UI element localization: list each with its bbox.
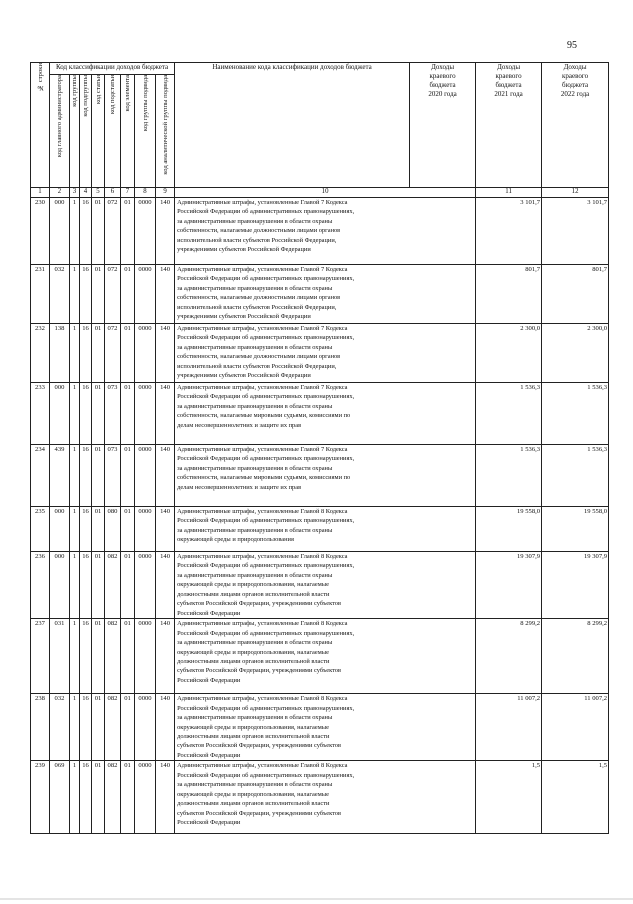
name-column-header: Наименование кода классификации доходов бюджета: [175, 63, 410, 188]
code-cell: 0000: [135, 761, 156, 834]
name-line: Российской Федерации об административных правонарушениях,: [177, 629, 355, 637]
code-cell: 01: [92, 552, 105, 619]
value-cell-2021: 1 536,3: [542, 445, 609, 507]
code-cell: 072: [105, 198, 121, 265]
row-number-cell: 230: [31, 198, 50, 265]
code-cell: 16: [80, 198, 92, 265]
code-cell: 072: [105, 324, 121, 383]
name-line: Административные штрафы, установленные Главой 8 Кодекса: [177, 508, 348, 515]
column-number-cell: 4: [80, 188, 92, 198]
name-line: Российской Федерации об административных правонарушениях,: [177, 275, 355, 283]
code-cell: 1: [70, 694, 80, 761]
row-number-header: № строки: [31, 63, 50, 188]
code-cell: 140: [156, 619, 175, 694]
name-cell: [175, 383, 476, 445]
value-cell-2021: 1,5: [542, 761, 609, 834]
name-cell: [175, 552, 476, 619]
code-cell: 16: [80, 694, 92, 761]
code-cell: 0000: [135, 383, 156, 445]
name-line: за административные правонарушения в области охраны: [177, 714, 333, 722]
code-cell: 1: [70, 383, 80, 445]
value-cell-2020: 1,5: [476, 761, 542, 834]
code-cell: 01: [121, 383, 135, 445]
value-cell-2020: 1 536,3: [476, 445, 542, 507]
name-line: Российской Федерации об административных правонарушениях,: [177, 704, 355, 712]
code-cell: 032: [50, 265, 70, 324]
value-cell-2021: 11 007,2: [542, 694, 609, 761]
code-cell: 140: [156, 383, 175, 445]
column-number-cell: 9: [156, 188, 175, 198]
value-cell-2021: 3 101,7: [542, 198, 609, 265]
code-cell: 082: [105, 619, 121, 694]
code-cell: 16: [80, 619, 92, 694]
code-cell: 0000: [135, 198, 156, 265]
name-line: за административные правонарушения в области охраны: [177, 343, 333, 351]
code-cell: 01: [121, 198, 135, 265]
code-cell: 01: [121, 694, 135, 761]
value-cell-2020: 8 299,2: [476, 619, 542, 694]
value-cell-2021: 1 536,3: [542, 383, 609, 445]
name-line: должностными лицами органов исполнительной власти: [177, 732, 330, 740]
name-line: Российской Федерации: [177, 676, 241, 684]
name-line: Административные штрафы, установленные Главой 8 Кодекса: [177, 762, 348, 770]
code-cell: 082: [105, 694, 121, 761]
code-cell: 140: [156, 507, 175, 552]
name-line: окружающей среды и природопользования, налагаемые: [177, 648, 329, 656]
name-cell: [175, 324, 476, 383]
value-cell-2020: 3 101,7: [476, 198, 542, 265]
code-cell: 16: [80, 761, 92, 834]
code-cell: 1: [70, 265, 80, 324]
column-number-row: [31, 188, 609, 198]
name-line: исполнительной власти субъектов Российской Федерации,: [177, 362, 337, 370]
bottom-divider: [0, 898, 633, 900]
code-cell: 000: [50, 383, 70, 445]
code-cell: 01: [121, 445, 135, 507]
code-cell: 01: [92, 619, 105, 694]
code-article-header: код статьи: [92, 75, 105, 188]
row-number-cell: 236: [31, 552, 50, 619]
name-line: собственности, налагаемые должностными лицами органов: [177, 294, 341, 302]
name-line: за административные правонарушения в области охраны: [177, 217, 333, 225]
code-subgroup-header: код подгруппы: [80, 75, 92, 188]
name-line: Административные штрафы, установленные Главой 7 Кодекса: [177, 446, 348, 453]
row-number-cell: 234: [31, 445, 50, 507]
column-number-cell: 2: [50, 188, 70, 198]
name-line: за административные правонарушения в области охраны: [177, 571, 333, 579]
name-line: окружающей среды и природопользования, налагаемые: [177, 723, 329, 731]
year-2021-header: Доходы краевого бюджета 2021 года: [476, 63, 542, 188]
code-cell: 1: [70, 198, 80, 265]
name-line: собственности, налагаемые мировыми судьями, комиссиями по: [177, 412, 351, 420]
code-cell: 1: [70, 761, 80, 834]
name-line: Административные штрафы, установленные Главой 7 Кодекса: [177, 325, 348, 332]
code-cell: 140: [156, 552, 175, 619]
code-cell: 0000: [135, 619, 156, 694]
name-line: окружающей среды и природопользования, налагаемые: [177, 790, 329, 798]
code-cell: 16: [80, 445, 92, 507]
code-cell: 082: [105, 552, 121, 619]
name-line: за административные правонарушения в области охраны: [177, 284, 333, 292]
name-line: субъектов Российской Федерации, учреждениями субъектов: [177, 667, 342, 675]
name-line: Российской Федерации: [177, 609, 241, 617]
code-cell: 1: [70, 507, 80, 552]
code-cell: 0000: [135, 445, 156, 507]
code-cell: 140: [156, 324, 175, 383]
code-cell: 1: [70, 324, 80, 383]
value-cell-2021: 8 299,2: [542, 619, 609, 694]
table-row: [31, 694, 609, 761]
name-line: за административные правонарушения в области охраны: [177, 781, 333, 789]
value-cell-2021: 2 300,0: [542, 324, 609, 383]
code-cell: 439: [50, 445, 70, 507]
code-cell: 000: [50, 198, 70, 265]
code-cell: 000: [50, 507, 70, 552]
name-line: за административные правонарушения в области охраны: [177, 526, 333, 534]
code-cell: 000: [50, 552, 70, 619]
row-number-cell: 239: [31, 761, 50, 834]
column-number-cell: 6: [105, 188, 121, 198]
name-line: делам несовершеннолетних и защите их прав: [177, 483, 302, 491]
name-line: за административные правонарушения в области охраны: [177, 639, 333, 647]
code-cell: 140: [156, 761, 175, 834]
code-group-header: код группы: [70, 75, 80, 188]
code-cell: 0000: [135, 265, 156, 324]
value-cell-2020: 19 558,0: [476, 507, 542, 552]
classification-group-header: Код классификации доходов бюджета: [50, 63, 175, 75]
code-cell: 0000: [135, 552, 156, 619]
name-line: должностными лицами органов исполнительной власти: [177, 800, 330, 808]
column-number-cell: 1: [31, 188, 50, 198]
name-cell: [175, 445, 476, 507]
code-cell: 140: [156, 694, 175, 761]
name-line: Российской Федерации: [177, 751, 241, 759]
value-cell-2020: 801,7: [476, 265, 542, 324]
name-line: должностными лицами органов исполнительной власти: [177, 657, 330, 665]
name-cell: [175, 507, 476, 552]
value-cell-2020: 19 307,9: [476, 552, 542, 619]
code-cell: 16: [80, 383, 92, 445]
table-row: [31, 507, 609, 552]
name-line: Российской Федерации об административных правонарушениях,: [177, 334, 355, 342]
code-cell: 16: [80, 324, 92, 383]
table-row: [31, 445, 609, 507]
table-row: [31, 324, 609, 383]
name-line: окружающей среды и природопользования, налагаемые: [177, 581, 329, 589]
code-cell: 080: [105, 507, 121, 552]
column-number-cell: 11: [476, 188, 542, 198]
code-cell: 01: [92, 694, 105, 761]
code-cell: 073: [105, 383, 121, 445]
code-cell: 01: [92, 761, 105, 834]
name-line: субъектов Российской Федерации, учреждениями субъектов: [177, 600, 342, 608]
code-cell: 01: [121, 324, 135, 383]
row-number-cell: 238: [31, 694, 50, 761]
table-row: [31, 619, 609, 694]
name-line: исполнительной власти субъектов Российской Федерации,: [177, 303, 337, 311]
year-2022-header: Доходы краевого бюджета 2022 года: [542, 63, 609, 188]
name-line: Российской Федерации об административных правонарушениях,: [177, 208, 355, 216]
code-cell: 073: [105, 445, 121, 507]
name-line: Российской Федерации об административных правонарушениях,: [177, 771, 355, 779]
code-cell: 01: [121, 619, 135, 694]
code-cell: 16: [80, 507, 92, 552]
code-cell: 069: [50, 761, 70, 834]
code-cell: 01: [121, 552, 135, 619]
code-cell: 01: [92, 383, 105, 445]
code-cell: 01: [92, 445, 105, 507]
column-number-cell: 10: [175, 188, 476, 198]
code-element-header: код элемента: [121, 75, 135, 188]
name-cell: [175, 761, 476, 834]
table-row: [31, 552, 609, 619]
name-line: за административные правонарушения в области охраны: [177, 402, 333, 410]
code-cell: 01: [92, 324, 105, 383]
code-cell: 0000: [135, 324, 156, 383]
value-cell-2020: 1 536,3: [476, 383, 542, 445]
name-line: Административные штрафы, установленные Главой 8 Кодекса: [177, 695, 348, 703]
code-cell: 072: [105, 265, 121, 324]
name-line: Административные штрафы, установленные Главой 7 Кодекса: [177, 266, 348, 273]
value-cell-2020: 11 007,2: [476, 694, 542, 761]
table-row: [31, 198, 609, 265]
name-cell: [175, 694, 476, 761]
page-number: 95: [567, 40, 577, 51]
name-line: Административные штрафы, установленные Главой 7 Кодекса: [177, 199, 348, 206]
value-cell-2021: 801,7: [542, 265, 609, 324]
name-line: Административные штрафы, установленные Главой 8 Кодекса: [177, 620, 348, 628]
column-number-cell: 12: [542, 188, 609, 198]
name-cell: [175, 265, 476, 324]
code-cell: 140: [156, 445, 175, 507]
code-cell: 031: [50, 619, 70, 694]
name-line: исполнительной власти субъектов Российской Федерации,: [177, 236, 337, 244]
value-cell-2021: 19 307,9: [542, 552, 609, 619]
row-number-cell: 235: [31, 507, 50, 552]
code-subtype-group-header: код группы подвида: [135, 75, 156, 188]
name-line: собственности, налагаемые должностными лицами органов: [177, 227, 341, 235]
name-line: окружающей среды и природопользования: [177, 536, 294, 544]
name-line: делам несовершеннолетних и защите их прав: [177, 421, 302, 429]
row-number-cell: 232: [31, 324, 50, 383]
table-row: [31, 383, 609, 445]
name-line: Российской Федерации об административных правонарушениях,: [177, 455, 355, 463]
value-cell-2020: 2 300,0: [476, 324, 542, 383]
code-cell: 140: [156, 265, 175, 324]
name-line: Российской Федерации об административных правонарушениях,: [177, 517, 355, 525]
code-cell: 01: [92, 198, 105, 265]
name-cell: [175, 619, 476, 694]
code-cell: 0000: [135, 507, 156, 552]
year-2020-header: Доходы краевого бюджета 2020 года: [410, 63, 476, 188]
row-number-cell: 237: [31, 619, 50, 694]
table-row: [31, 265, 609, 324]
name-line: учреждениями субъектов Российской Федерации: [177, 372, 311, 380]
name-line: субъектов Российской Федерации, учреждениями субъектов: [177, 742, 342, 750]
name-line: собственности, налагаемые должностными лицами органов: [177, 353, 341, 361]
name-line: должностными лицами органов исполнительной власти: [177, 590, 330, 598]
name-line: за административные правонарушения в области охраны: [177, 464, 333, 472]
code-cell: 1: [70, 619, 80, 694]
column-number-cell: 5: [92, 188, 105, 198]
name-line: учреждениями субъектов Российской Федерации: [177, 246, 311, 254]
name-line: субъектов Российской Федерации, учреждениями субъектов: [177, 809, 342, 817]
code-admin-header: код главного администратора: [50, 75, 70, 188]
code-cell: 032: [50, 694, 70, 761]
code-cell: 01: [92, 507, 105, 552]
column-number-cell: 3: [70, 188, 80, 198]
code-cell: 140: [156, 198, 175, 265]
name-cell: [175, 198, 476, 265]
code-cell: 082: [105, 761, 121, 834]
row-number-cell: 231: [31, 265, 50, 324]
code-subarticle-header: код подстатьи: [105, 75, 121, 188]
code-cell: 16: [80, 265, 92, 324]
name-line: собственности, налагаемые мировыми судьями, комиссиями по: [177, 474, 351, 482]
column-number-cell: 7: [121, 188, 135, 198]
code-cell: 01: [121, 761, 135, 834]
name-line: Административные штрафы, установленные Главой 8 Кодекса: [177, 553, 348, 560]
row-number-cell: 233: [31, 383, 50, 445]
value-cell-2021: 19 558,0: [542, 507, 609, 552]
code-cell: 01: [121, 265, 135, 324]
table-row: [31, 761, 609, 834]
code-cell: 01: [92, 265, 105, 324]
name-line: Административные штрафы, установленные Главой 7 Кодекса: [177, 384, 348, 391]
code-analytic-group-header: код аналитической группы подвида: [156, 75, 175, 188]
code-cell: 0000: [135, 694, 156, 761]
code-cell: 1: [70, 552, 80, 619]
column-number-cell: 8: [135, 188, 156, 198]
name-line: учреждениями субъектов Российской Федерации: [177, 313, 311, 321]
budget-income-table: [30, 62, 609, 834]
name-line: Российской Федерации об административных правонарушениях,: [177, 393, 355, 401]
code-cell: 16: [80, 552, 92, 619]
code-cell: 01: [121, 507, 135, 552]
name-line: Российской Федерации: [177, 819, 241, 827]
code-cell: 138: [50, 324, 70, 383]
name-line: Российской Федерации об административных правонарушениях,: [177, 562, 355, 570]
code-cell: 1: [70, 445, 80, 507]
